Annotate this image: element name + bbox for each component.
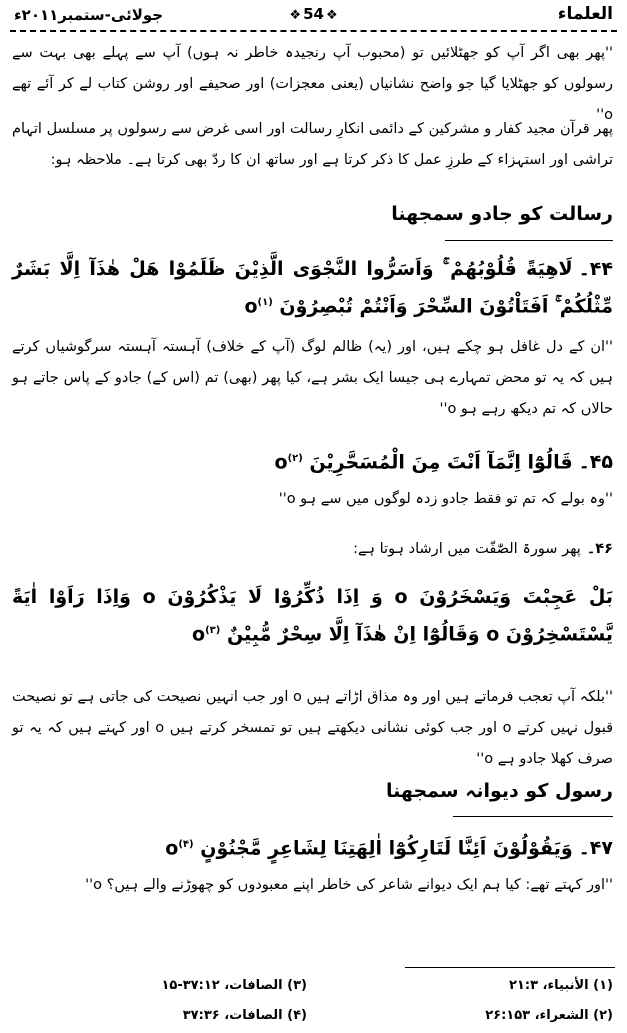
issue-date: جولائی-ستمبر۲۰۱۱ء: [14, 6, 164, 24]
footnote-ref: (۳): [205, 625, 221, 636]
translation-47: ''اور کہتے تھے: کیا ہم ایک دیوانے شاعر کی خاطر اپنے معبودوں کو چھوڑنے والے ہیں؟ o'': [85, 877, 613, 893]
paragraph-intro: پھر قرآن مجید کفار و مشرکین کے دائمی انکارِ رسالت اور اسی غرض سے رسولوں پر مسلسل اتہام تراشی اور استہزاء کے طرزِ عمل کا ذکر کرتا ہے اور ساتھ ان کا ردّ بھی کرتا ہے۔ ملاحظہ ہو:: [12, 121, 613, 168]
translation-46: ''بلکہ آپ تعجب فرماتے ہیں اور وہ مذاق اڑاتے ہیں o اور جب انہیں نصیحت کی جاتی ہے تو نصیحت قبول نہیں کرتے o اور جب کوئی نشانی دیکھتے ہیں تو تمسخر کرتے ہیں o اور کہتے ہیں کہ یہ تو صرف کھلا جادو ہے o'': [12, 689, 614, 767]
page-number-box: [287, 5, 339, 23]
section-heading-underline-1: [445, 240, 613, 241]
page-number: 54: [303, 5, 324, 23]
ornament-right-icon: ❖: [325, 8, 338, 23]
verse-arabic: وَيَقُوْلُوْنَ اَئِنَّا لَتَارِكُوْٓا اٰلِهَتِنَا لِشَاعِرٍ مَّجْنُوْنٍ o: [165, 837, 573, 860]
footnote-ref: (۱): [257, 297, 273, 308]
verse-arabic: لَاهِيَةً قُلُوْبُهُمْ ۚ وَاَسَرُّوا النَّجْوَى الَّذِيْنَ ظَلَمُوْا هَلْ هٰذَآ اِلَّا بَشَرٌ مِّثْلُكُمْ ۚ اَفَتَاْتُوْنَ السِّحْرَ وَاَنْتُمْ تُبْصِرُوْنَ o: [12, 258, 613, 318]
footnote-ref: (۴): [178, 839, 194, 850]
journal-title: العلماء: [557, 4, 613, 24]
paragraph-quote-1: ''پھر بھی اگر آپ کو جھٹلائیں تو (محبوب آپ رنجیدہ خاطر نہ ہوں) آپ سے پہلے بھی بہت سے رسولوں کو جھٹلایا گیا جو واضح نشانیاں (یعنی معجزات) اور صحیفے اور روشن کتاب لے کر آئے تھے o'': [12, 45, 613, 123]
ornament-left-icon: ❖: [289, 8, 302, 23]
verse-47: [12, 828, 613, 865]
verse-44: [12, 252, 613, 323]
verse-46-intro: [12, 534, 613, 565]
verse-46: [12, 580, 613, 651]
section-heading-underline-2: [453, 816, 613, 817]
translation-44: ''ان کے دل غافل ہو چکے ہیں، اور (یہ) ظالم لوگ (آپ کے خلاف) آہستہ آہستہ سرگوشیاں کرتے ہیں کہ یہ تو محض تمہارے ہی جیسا ایک بشر ہے، کیا پھر (بھی) تم (اس کے) جادو کے پاس جاتے ہو حالاں کہ تم دیکھ رہے ہو o'': [12, 339, 613, 417]
footnote-divider: [405, 967, 615, 968]
page-header: [8, 4, 619, 30]
verse-number: ۴۶۔: [586, 541, 613, 557]
verse-45: [12, 442, 613, 479]
verse-number: ۴۵۔: [578, 451, 613, 474]
footnote-ref: (۲): [287, 453, 303, 464]
verse-number: ۴۷۔: [578, 837, 613, 860]
footnote-1: (۱) الأنبياء، ۲۱:۳: [509, 978, 613, 993]
section-heading-magic: رسالت کو جادو سمجھنا: [391, 203, 613, 225]
intro-text: پھر سورۃ الصّٰفّت میں ارشاد ہوتا ہے:: [353, 541, 581, 557]
footnote-2: (۲) الشعراء، ۲۶:۱۵۳: [485, 1008, 613, 1023]
footnote-3: (۳) الصافات، ۳۷:۱۲-۱۵: [161, 978, 307, 993]
verse-arabic: قَالُوْٓا اِنَّمَآ اَنْتَ مِنَ الْمُسَحَّرِيْنَ o: [274, 451, 573, 474]
footnote-4: (۴) الصافات، ۳۷:۳۶: [182, 1008, 307, 1023]
verse-arabic: بَلْ عَجِبْتَ وَيَسْخَرُوْنَ o وَ اِذَا ذُكِّرُوْا لَا يَذْكُرُوْنَ o وَاِذَا رَاَوْا اٰيَةً يَّسْتَسْخِرُوْنَ o وَقَالُوْٓا اِنْ هٰذَآ اِلَّا سِحْرٌ مُّبِيْنٌ o: [12, 586, 614, 646]
header-divider: [10, 30, 617, 32]
section-heading-madness: رسول کو دیوانہ سمجھنا: [386, 780, 613, 802]
verse-number: ۴۴۔: [578, 258, 613, 280]
translation-45: ''وہ بولے کہ تم تو فقط جادو زدہ لوگوں میں سے ہو o'': [278, 491, 613, 507]
